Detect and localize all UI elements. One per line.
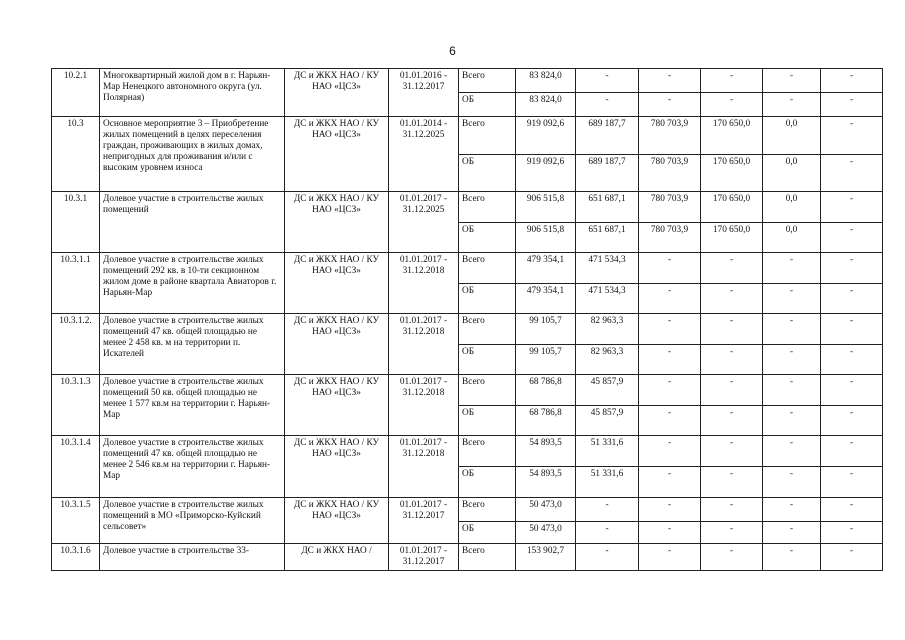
amount-y1: 82 963,3: [576, 345, 639, 375]
activity-name: Многоквартирный жилой дом в г. Нарьян-Мар Ненецкого автономного округа (ул. Полярная): [100, 69, 285, 117]
amount-y2: -: [639, 284, 701, 314]
amount-y2: -: [639, 544, 701, 571]
funding-source: ОБ: [459, 467, 516, 498]
amount-y2: 780 703,9: [639, 223, 701, 253]
table-row: [52, 253, 883, 284]
amount-y2: -: [639, 314, 701, 345]
activity-name: Долевое участие в строительстве жилых помещений 47 кв. общей площадью не менее 2 546 кв.м на территории г. Нарьян-Мар: [100, 436, 285, 498]
row-number: 10.3.1.3: [52, 375, 100, 436]
amount-y4: -: [763, 544, 821, 571]
amount-y1: -: [576, 498, 639, 522]
amount-total: 919 092,6: [516, 155, 576, 192]
table-row: [52, 117, 883, 155]
page-number: 6: [449, 44, 456, 58]
amount-total: 50 473,0: [516, 522, 576, 544]
amount-y1: 45 857,9: [576, 375, 639, 406]
table-row: [52, 314, 883, 345]
row-number: 10.3.1.6: [52, 544, 100, 571]
funding-source: ОБ: [459, 223, 516, 253]
table-row: [52, 69, 883, 93]
amount-y1: 689 187,7: [576, 117, 639, 155]
period-cell: 01.01.2017 - 31.12.2018: [389, 314, 459, 375]
activity-name: Долевое участие в строительстве жилых помещений 47 кв. общей площадью не менее 2 458 кв. м на территории п. Искателей: [100, 314, 285, 375]
amount-y2: -: [639, 436, 701, 467]
amount-y2: -: [639, 93, 701, 117]
row-number: 10.3.1.2.: [52, 314, 100, 375]
amount-total: 83 824,0: [516, 69, 576, 93]
amount-total: 68 786,8: [516, 406, 576, 436]
row-number: 10.2.1: [52, 69, 100, 117]
amount-total: 83 824,0: [516, 93, 576, 117]
amount-y4: -: [763, 406, 821, 436]
amount-total: 153 902,7: [516, 544, 576, 571]
amount-y4: 0,0: [763, 223, 821, 253]
amount-y5: -: [821, 375, 883, 406]
amount-y4: -: [763, 69, 821, 93]
amount-y4: -: [763, 253, 821, 284]
amount-y5: -: [821, 223, 883, 253]
funding-source: Всего: [459, 192, 516, 223]
amount-total: 99 105,7: [516, 314, 576, 345]
amount-y1: 651 687,1: [576, 192, 639, 223]
amount-y1: 651 687,1: [576, 223, 639, 253]
period-cell: 01.01.2017 - 31.12.2018: [389, 436, 459, 498]
row-number: 10.3.1.1: [52, 253, 100, 314]
amount-y5: -: [821, 284, 883, 314]
amount-y2: -: [639, 253, 701, 284]
period-cell: 01.01.2017 - 31.12.2017: [389, 498, 459, 544]
table-row: [52, 544, 883, 571]
amount-y1: 82 963,3: [576, 314, 639, 345]
funding-source: Всего: [459, 498, 516, 522]
period-cell: 01.01.2017 - 31.12.2017: [389, 544, 459, 571]
executor-cell: ДС и ЖКХ НАО /: [285, 544, 389, 571]
amount-y3: 170 650,0: [701, 155, 763, 192]
amount-y3: -: [701, 498, 763, 522]
amount-y3: -: [701, 345, 763, 375]
amount-y3: -: [701, 93, 763, 117]
amount-y5: -: [821, 93, 883, 117]
amount-y2: -: [639, 345, 701, 375]
funding-source: ОБ: [459, 93, 516, 117]
activity-name: Долевое участие в строительстве жилых помещений в МО «Приморско-Куйский сельсовет»: [100, 498, 285, 544]
executor-cell: ДС и ЖКХ НАО / КУ НАО «ЦСЗ»: [285, 117, 389, 192]
amount-y5: -: [821, 69, 883, 93]
amount-total: 99 105,7: [516, 345, 576, 375]
table-row: [52, 192, 883, 223]
funding-source: ОБ: [459, 406, 516, 436]
amount-y3: 170 650,0: [701, 223, 763, 253]
amount-y1: 471 534,3: [576, 253, 639, 284]
row-number: 10.3.1.5: [52, 498, 100, 544]
funding-source: ОБ: [459, 522, 516, 544]
executor-cell: ДС и ЖКХ НАО / КУ НАО «ЦСЗ»: [285, 375, 389, 436]
activity-name: Долевое участие в строительстве жилых помещений 50 кв. общей площадью не менее 1 577 кв.м на территории г. Нарьян-Мар: [100, 375, 285, 436]
amount-y4: -: [763, 375, 821, 406]
amount-y5: -: [821, 155, 883, 192]
amount-y3: -: [701, 314, 763, 345]
amount-y5: -: [821, 192, 883, 223]
amount-y2: -: [639, 498, 701, 522]
amount-y5: -: [821, 314, 883, 345]
funding-source: Всего: [459, 117, 516, 155]
amount-total: 54 893,5: [516, 467, 576, 498]
amount-total: 68 786,8: [516, 375, 576, 406]
amount-y4: -: [763, 314, 821, 345]
executor-cell: ДС и ЖКХ НАО / КУ НАО «ЦСЗ»: [285, 436, 389, 498]
executor-cell: ДС и ЖКХ НАО / КУ НАО «ЦСЗ»: [285, 498, 389, 544]
amount-y1: -: [576, 544, 639, 571]
row-number: 10.3.1.4: [52, 436, 100, 498]
funding-source: ОБ: [459, 345, 516, 375]
amount-y5: -: [821, 467, 883, 498]
executor-cell: ДС и ЖКХ НАО / КУ НАО «ЦСЗ»: [285, 314, 389, 375]
funding-source: Всего: [459, 69, 516, 93]
amount-total: 50 473,0: [516, 498, 576, 522]
amount-y4: -: [763, 436, 821, 467]
amount-y4: 0,0: [763, 155, 821, 192]
amount-y4: -: [763, 284, 821, 314]
funding-source: ОБ: [459, 155, 516, 192]
amount-y2: 780 703,9: [639, 117, 701, 155]
amount-y1: -: [576, 69, 639, 93]
period-cell: 01.01.2014 - 31.12.2025: [389, 117, 459, 192]
amount-total: 919 092,6: [516, 117, 576, 155]
amount-y5: -: [821, 436, 883, 467]
program-funding-table: [51, 68, 883, 571]
amount-y3: -: [701, 375, 763, 406]
executor-cell: ДС и ЖКХ НАО / КУ НАО «ЦСЗ»: [285, 192, 389, 253]
amount-total: 479 354,1: [516, 253, 576, 284]
executor-cell: ДС и ЖКХ НАО / КУ НАО «ЦСЗ»: [285, 69, 389, 117]
amount-y2: -: [639, 467, 701, 498]
amount-y5: -: [821, 117, 883, 155]
amount-y5: -: [821, 522, 883, 544]
amount-y3: -: [701, 406, 763, 436]
activity-name: Долевое участие в строительстве жилых помещений: [100, 192, 285, 253]
amount-y4: 0,0: [763, 192, 821, 223]
funding-source: Всего: [459, 436, 516, 467]
amount-y3: -: [701, 69, 763, 93]
amount-y5: -: [821, 406, 883, 436]
amount-y5: -: [821, 544, 883, 571]
amount-y4: -: [763, 522, 821, 544]
amount-y1: -: [576, 93, 639, 117]
amount-y3: 170 650,0: [701, 117, 763, 155]
amount-y2: -: [639, 522, 701, 544]
amount-y3: -: [701, 522, 763, 544]
amount-y1: 471 534,3: [576, 284, 639, 314]
amount-y5: -: [821, 253, 883, 284]
amount-y1: 689 187,7: [576, 155, 639, 192]
amount-y1: 51 331,6: [576, 467, 639, 498]
amount-y3: -: [701, 436, 763, 467]
amount-y5: -: [821, 345, 883, 375]
amount-y1: -: [576, 522, 639, 544]
row-number: 10.3.1: [52, 192, 100, 253]
amount-y4: -: [763, 345, 821, 375]
amount-y4: -: [763, 467, 821, 498]
amount-y3: -: [701, 544, 763, 571]
executor-cell: ДС и ЖКХ НАО / КУ НАО «ЦСЗ»: [285, 253, 389, 314]
table-row: [52, 498, 883, 522]
amount-total: 479 354,1: [516, 284, 576, 314]
period-cell: 01.01.2017 - 31.12.2025: [389, 192, 459, 253]
table-row: [52, 436, 883, 467]
activity-name: Долевое участие в строительстве 33-: [100, 544, 285, 571]
table-row: [52, 375, 883, 406]
funding-source: ОБ: [459, 284, 516, 314]
amount-total: 54 893,5: [516, 436, 576, 467]
amount-y2: -: [639, 406, 701, 436]
amount-y2: -: [639, 69, 701, 93]
funding-source: Всего: [459, 375, 516, 406]
amount-y3: -: [701, 284, 763, 314]
funding-source: Всего: [459, 253, 516, 284]
amount-y3: -: [701, 467, 763, 498]
amount-y3: -: [701, 253, 763, 284]
period-cell: 01.01.2017 - 31.12.2018: [389, 253, 459, 314]
amount-y4: -: [763, 93, 821, 117]
amount-total: 906 515,8: [516, 223, 576, 253]
period-cell: 01.01.2016 - 31.12.2017: [389, 69, 459, 117]
amount-y1: 45 857,9: [576, 406, 639, 436]
amount-y1: 51 331,6: [576, 436, 639, 467]
amount-y2: 780 703,9: [639, 155, 701, 192]
activity-name: Основное мероприятие 3 – Приобретение жилых помещений в целях переселения граждан, проживающих в жилых домах, непригодных для проживания и/или с высоким уровнем износа: [100, 117, 285, 192]
amount-y2: 780 703,9: [639, 192, 701, 223]
amount-total: 906 515,8: [516, 192, 576, 223]
funding-source: Всего: [459, 544, 516, 571]
amount-y4: 0,0: [763, 117, 821, 155]
activity-name: Долевое участие в строительстве жилых помещений 292 кв. в 10-ти секционном жилом доме в районе квартала Авиаторов г. Нарьян-Мар: [100, 253, 285, 314]
amount-y3: 170 650,0: [701, 192, 763, 223]
amount-y5: -: [821, 498, 883, 522]
amount-y4: -: [763, 498, 821, 522]
row-number: 10.3: [52, 117, 100, 192]
period-cell: 01.01.2017 - 31.12.2018: [389, 375, 459, 436]
funding-source: Всего: [459, 314, 516, 345]
amount-y2: -: [639, 375, 701, 406]
